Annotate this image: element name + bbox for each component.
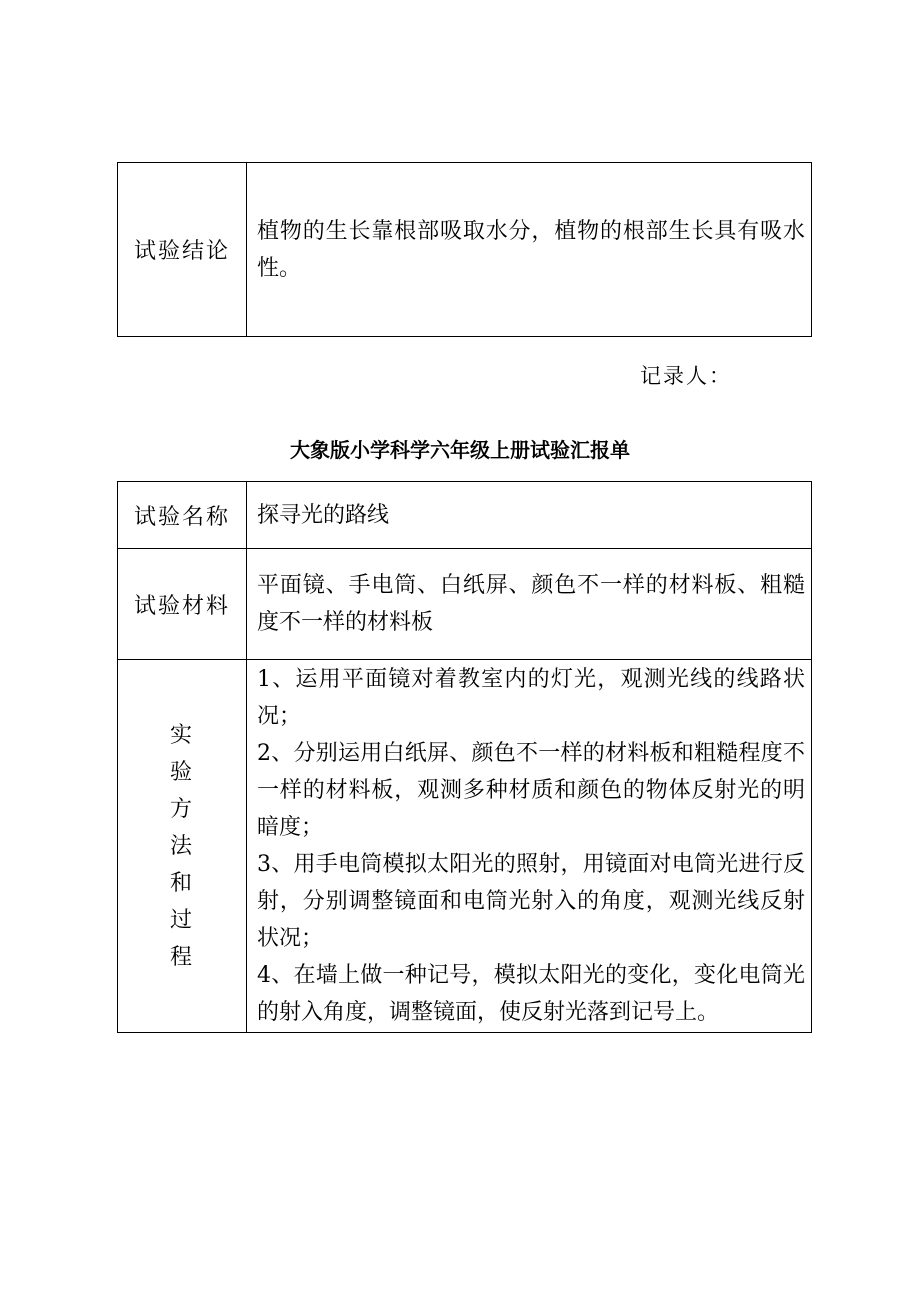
experiment-name-label: 试验名称: [118, 482, 247, 549]
experiment-method-steps: [247, 660, 812, 1033]
method-step: 2、分别运用白纸屏、颜色不一样的材料板和粗糙程度不一样的材料板，观测多种材质和颜色的物体反射光的明暗度；: [257, 741, 805, 840]
conclusion-label: 试验结论: [118, 163, 247, 337]
method-label-char: 法: [169, 833, 194, 859]
experiment-materials-row: [118, 549, 812, 660]
method-label-char: 实: [169, 722, 194, 748]
method-step: 1、运用平面镜对着教室内的灯光，观测光线的线路状况；: [257, 667, 805, 729]
conclusion-row: [118, 163, 812, 337]
experiment-name-value: 探寻光的路线: [247, 482, 812, 549]
report-title: 大象版小学科学六年级上册试验汇报单: [290, 438, 630, 462]
method-label-char: 程: [169, 944, 194, 970]
experiment-method-row: [118, 660, 812, 1033]
method-label-char: 过: [169, 907, 194, 933]
experiment-name-row: [118, 482, 812, 549]
method-label-char: 验: [169, 759, 194, 785]
experiment-report-table: [117, 481, 812, 1033]
method-label-char: 和: [169, 870, 194, 896]
method-step: 4、在墙上做一种记号，模拟太阳光的变化，变化电筒光的射入角度，调整镜面，使反射光落到记号上。: [257, 963, 805, 1025]
recorder-label: 记录人：: [640, 364, 732, 388]
experiment-materials-value: 平面镜、手电筒、白纸屏、颜色不一样的材料板、粗糙度不一样的材料板: [247, 549, 812, 660]
conclusion-table: [117, 162, 812, 337]
experiment-materials-label: 试验材料: [118, 549, 247, 660]
method-step: 3、用手电筒模拟太阳光的照射，用镜面对电筒光进行反射，分别调整镜面和电筒光射入的角度，观测光线反射状况；: [257, 852, 805, 951]
experiment-method-label: [118, 660, 247, 1033]
conclusion-text: 植物的生长靠根部吸取水分，植物的根部生长具有吸水性。: [247, 163, 812, 337]
method-label-char: 方: [169, 796, 194, 822]
